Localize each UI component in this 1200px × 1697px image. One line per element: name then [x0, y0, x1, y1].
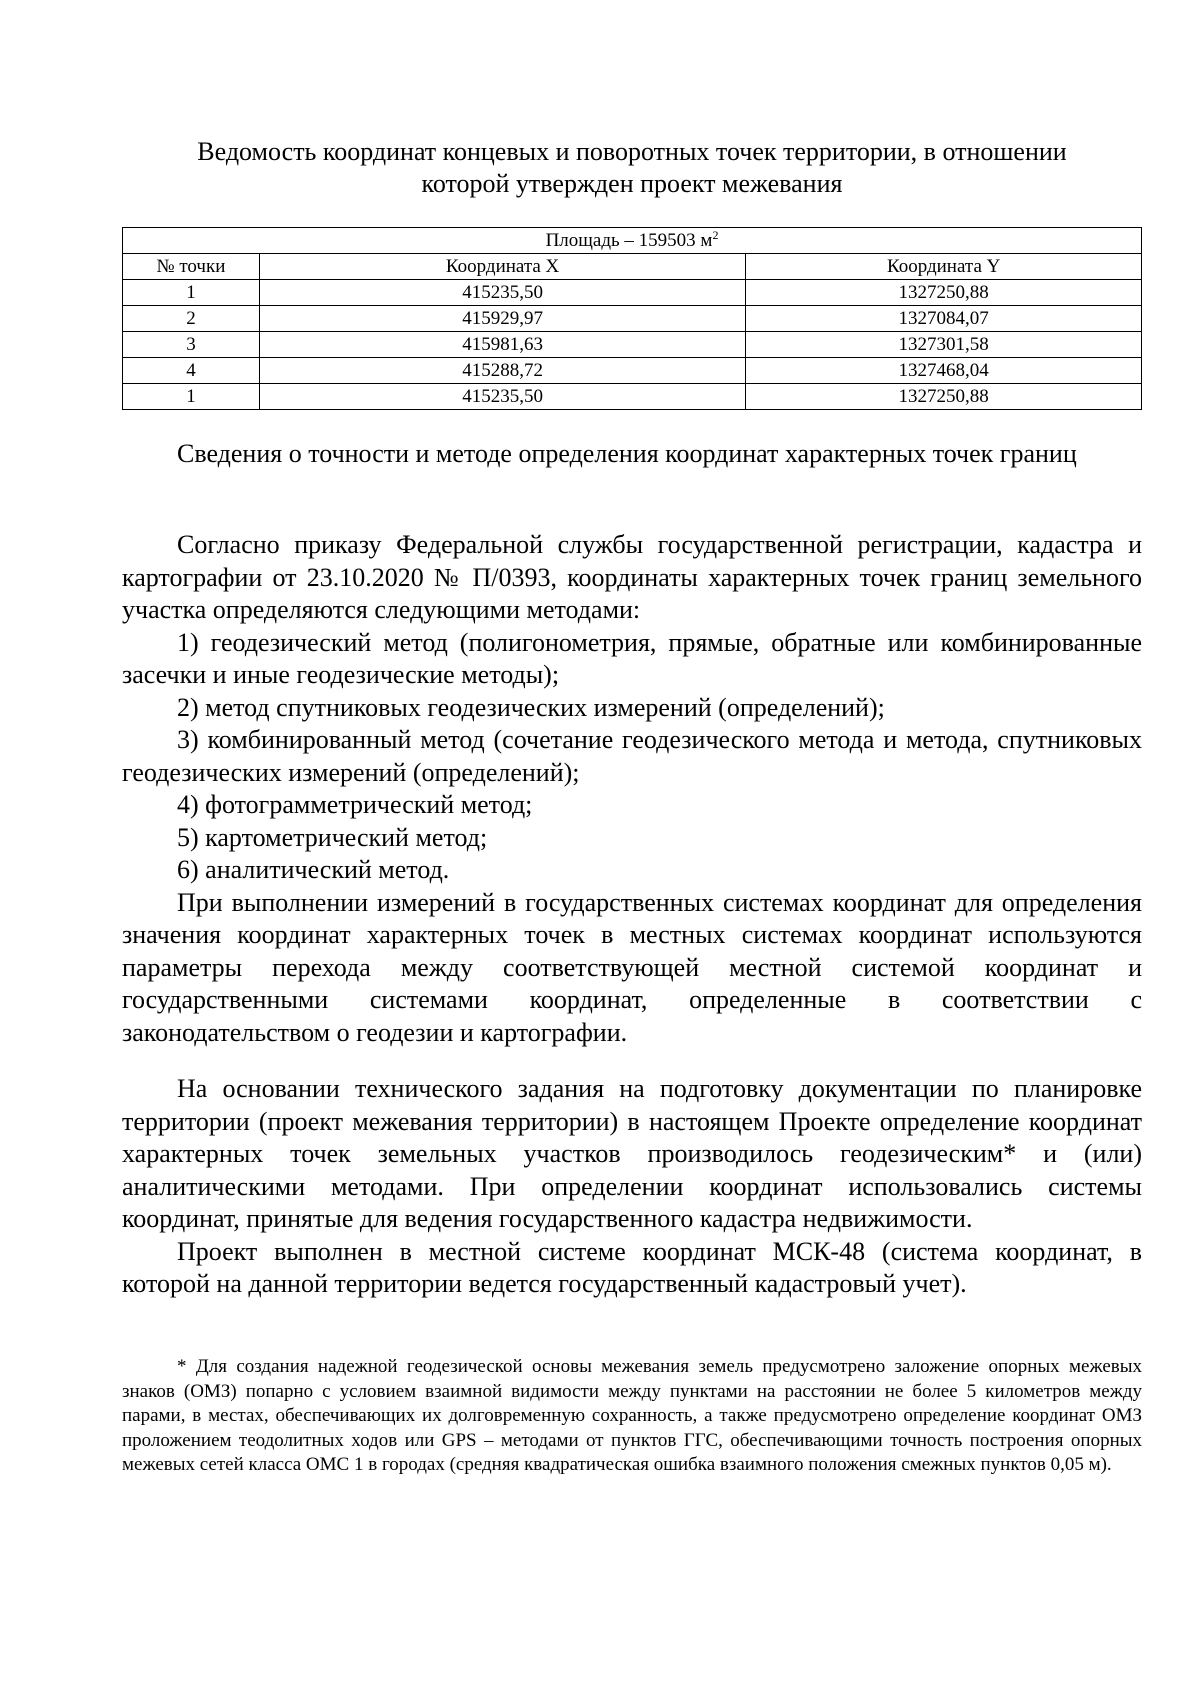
local-systems-paragraph: При выполнении измерений в государственных системах координат для определения значения координат характерных точек в местных системах координат используются параметры перехода между соответствующей местной системой координат и государственными системами координат, определенные в соответствии с законодательством о геодезии и картографии.	[122, 887, 1142, 1047]
table-row	[123, 332, 1142, 358]
cell-x: 415981,63	[259, 332, 745, 358]
area-cell	[123, 228, 1142, 254]
header-point-number: № точки	[123, 254, 260, 280]
basis-paragraph: На основании технического задания на подготовку документации по планировке территории (проект межевания территории) в настоящем Проекте определение координат характерных точек земельных участков производилось геодезическим* и (или) аналитическими методами. При определении координат использовались системы координат, принятые для ведения государственного кадастра недвижимости.	[122, 1074, 1142, 1233]
table-header-row	[123, 254, 1142, 280]
cell-y: 1327250,88	[746, 384, 1142, 410]
method-item-6: 6) аналитический метод.	[177, 855, 450, 884]
intro-paragraph: Согласно приказу Федеральной службы государственной регистрации, кадастра и картографии от 23.10.2020 № П/0393, координаты характерных точек границ земельного участка определяются следующими методами:	[122, 530, 1142, 624]
document-title	[122, 136, 1142, 200]
coordinates-table	[122, 227, 1142, 410]
table-row	[123, 280, 1142, 306]
title-line-1: Ведомость координат концевых и поворотных точек территории, в отношении	[197, 137, 1067, 166]
area-unit-superscript: 2	[712, 227, 719, 242]
method-item-2: 2) метод спутниковых геодезических измерений (определений);	[177, 692, 885, 722]
header-coordinate-y: Координата Y	[746, 254, 1142, 280]
cell-point: 3	[123, 332, 260, 358]
header-coordinate-x: Координата X	[259, 254, 745, 280]
method-item-5: 5) картометрический метод;	[177, 822, 488, 852]
cell-point: 1	[123, 280, 260, 306]
cell-y: 1327084,07	[746, 306, 1142, 332]
cell-point: 4	[123, 358, 260, 384]
section-heading: Сведения о точности и методе определения координат характерных точек границ	[177, 439, 1077, 468]
method-item-1: 1) геодезический метод (полигонометрия, прямые, обратные или комбинированные засечки и иные геодезические методы);	[122, 627, 1142, 689]
footnote	[122, 1355, 1142, 1478]
method-item-4: 4) фотограмметрический метод;	[177, 790, 533, 819]
cell-x: 415929,97	[259, 306, 745, 332]
cell-x: 415235,50	[259, 384, 745, 410]
table-row	[123, 306, 1142, 332]
cell-x: 415288,72	[259, 358, 745, 384]
title-line-2: которой утвержден проект межевания	[421, 169, 843, 198]
table-row	[123, 358, 1142, 384]
footnote-text: * Для создания надежной геодезической основы межевания земель предусмотрено заложение опорных межевых знаков (ОМЗ) попарно с условием взаимной видимости между пунктами на расстоянии не более 5 километров между парами, в местах, обеспечивающих их долговременную сохранность, а также предусмотрено определение координат ОМЗ проложением теодолитных ходов или GPS – методами от пунктов ГГС, обеспечивающими точность построения опорных межевых сетей класса ОМС 1 в городах (средняя квадратическая ошибка взаимного положения смежных пунктов 0,05 м).	[122, 1356, 1142, 1475]
section-heading-block	[122, 438, 1142, 471]
method-item-3: 3) комбинированный метод (сочетание геодезического метода и метода, спутниковых геодезических измерений (определений);	[122, 725, 1142, 787]
msk-paragraph: Проект выполнен в местной системе координат МСК-48 (система координат, в которой на данной территории ведется государственный кадастровый учет).	[122, 1236, 1142, 1298]
table-row	[123, 384, 1142, 410]
table-area-row	[123, 228, 1142, 254]
area-label: Площадь – 159503 м	[545, 229, 713, 251]
basis-block	[122, 1073, 1142, 1301]
cell-y: 1327250,88	[746, 280, 1142, 306]
cell-y: 1327301,58	[746, 332, 1142, 358]
cell-point: 1	[123, 384, 260, 410]
cell-x: 415235,50	[259, 280, 745, 306]
cell-point: 2	[123, 306, 260, 332]
cell-y: 1327468,04	[746, 358, 1142, 384]
methods-block	[122, 529, 1142, 1049]
